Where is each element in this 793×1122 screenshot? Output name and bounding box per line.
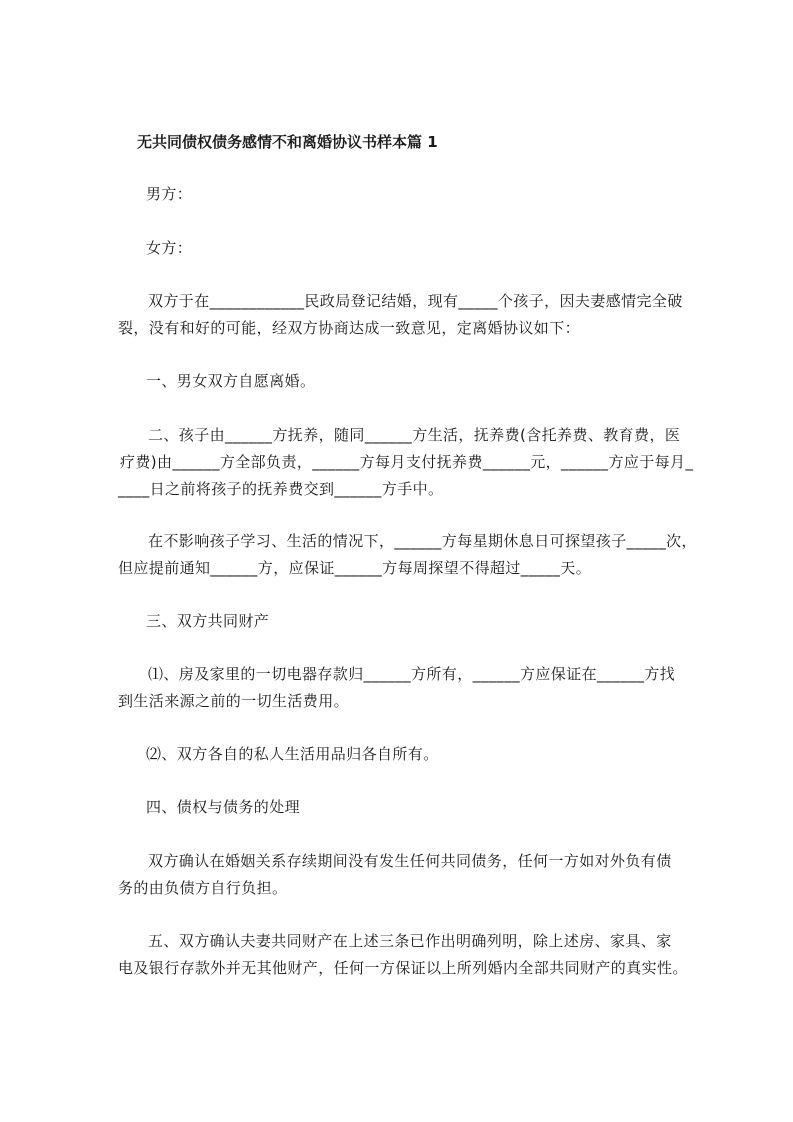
male-party-line: 男方： bbox=[146, 185, 193, 203]
paragraph-line: 五、双方确认夫妻共同财产在上述三条已作出明确列明，除上述房、家具、家 bbox=[148, 932, 672, 950]
paragraph-line: ⑴、房及家里的一切电器存款归______方所有，______方应保证在______方找 bbox=[148, 665, 676, 683]
paragraph-line: 但应提前通知______方，应保证______方每周探望不得超过_____天。 bbox=[118, 559, 592, 577]
paragraph-line: 双方确认在婚姻关系存续期间没有发生任何共同债务，任何一方如对外负有债 bbox=[148, 852, 672, 870]
paragraph-line: 在不影响孩子学习、生活的情况下，______方每星期休息日可探望孩子_____次， bbox=[148, 532, 697, 550]
paragraph-line: 到生活来源之前的一切生活费用。 bbox=[118, 692, 350, 710]
section-heading-3: 三、双方共同财产 bbox=[146, 612, 270, 630]
paragraph-line: ____日之前将孩子的抚养费交到______方手中。 bbox=[118, 480, 444, 498]
section-heading-4: 四、债权与债务的处理 bbox=[146, 798, 301, 816]
paragraph-line: 双方于在____________民政局登记结婚，现有_____个孩子，因夫妻感情完全破 bbox=[148, 292, 683, 310]
paragraph-line: 疗费)由______方全部负责，______方每月支付抚养费______元，______方应于每月_ bbox=[120, 453, 694, 471]
paragraph-line: 裂，没有和好的可能，经双方协商达成一致意见，定离婚协议如下： bbox=[118, 319, 581, 337]
paragraph-line: 电及银行存款外并无其他财产，任何一方保证以上所列婚内全部共同财产的真实性。 bbox=[118, 959, 688, 977]
paragraph-line: 务的由负债方自行负担。 bbox=[118, 879, 288, 897]
paragraph-line: 二、孩子由______方抚养，随同______方生活，抚养费(含托养费、教育费，医 bbox=[148, 426, 681, 444]
section-heading-1: 一、男女双方自愿离婚。 bbox=[146, 372, 316, 390]
female-party-line: 女方： bbox=[146, 239, 193, 257]
document-title: 无共同债权债务感情不和离婚协议书样本篇 1 bbox=[137, 133, 438, 151]
paragraph-line: ⑵、双方各自的私人生活用品归各自所有。 bbox=[146, 745, 439, 763]
